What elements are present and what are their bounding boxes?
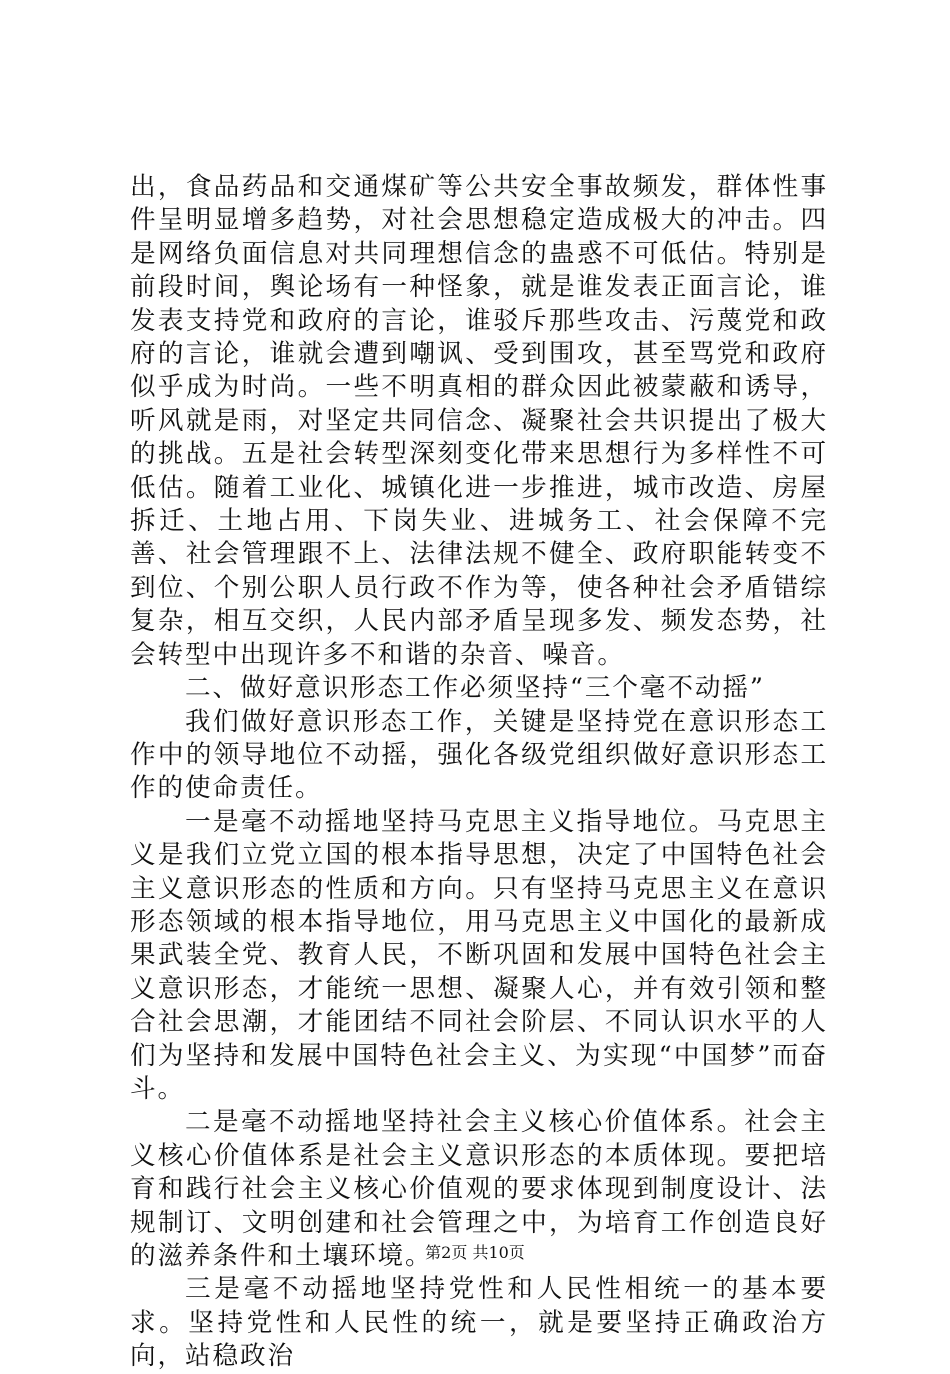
paragraph-continued: 出，食品药品和交通煤矿等公共安全事故频发，群体性事件呈明显增多趋势，对社会思想稳定造成极大的冲击。四是网络负面信息对共同理想信念的蛊惑不可低估。特别是前段时间，舆论场有一种怪象，就是谁发表正面言论，谁发表支持党和政府的言论，谁驳斥那些攻击、污蔑党和政府的言论，谁就会遭到嘲讽、受到围攻，甚至骂党和政府似乎成为时尚。一些不明真相的群众因此被蒙蔽和诱导，听风就是雨，对坚定共同信念、凝聚社会共识提出了极大的挑战。五是社会转型深刻变化带来思想行为多样性不可低估。随着工业化、城镇化进一步推进，城市改造、房屋拆迁、土地占用、下岗失业、进城务工、社会保障不完善、社会管理跟不上、法律法规不健全、政府职能转变不到位、个别公职人员行政不作为等，使各种社会矛盾错综复杂，相互交织，人民内部矛盾呈现多发、频发态势，社会转型中出现许多不和谐的杂音、噪音。 (130, 172, 828, 670)
paragraph: 二是毫不动摇地坚持社会主义核心价值体系。社会主义核心价值体系是社会主义意识形态的本质体现。要把培育和践行社会主义核心价值观的要求体现到制度设计、法规制订、文明创建和社会管理之中，为培育工作创造良好的滋养条件和土壤环境。 (130, 1107, 828, 1271)
section-heading: 二、做好意识形态工作必须坚持“三个毫不动摇” (185, 673, 765, 704)
paragraph: 一是毫不动摇地坚持马克思主义指导地位。马克思主义是我们立党立国的根本指导思想，决定了中国特色社会主义意识形态的性质和方向。只有坚持马克思主义在意识形态领域的根本指导地位，用马克思主义中国化的最新成果武装全党、教育人民，不断巩固和发展中国特色社会主义意识形态，才能统一思想、凝聚人心，并有效引领和整合社会思潮，才能团结不同社会阶层、不同认识水平的人们为坚持和发展中国特色社会主义、为实现“中国梦”而奋斗。 (130, 806, 828, 1104)
paragraph: 三是毫不动摇地坚持党性和人民性相统一的基本要求。坚持党性和人民性的统一，就是要坚持正确政治方向，站稳政治 (130, 1274, 828, 1372)
paragraph: 我们做好意识形态工作，关键是坚持党在意识形态工作中的领导地位不动摇，强化各级党组织做好意识形态工作的使命责任。 (130, 706, 828, 804)
page-number-footer: 第2页 共10页 (425, 1243, 525, 1262)
document-body (130, 171, 828, 1374)
